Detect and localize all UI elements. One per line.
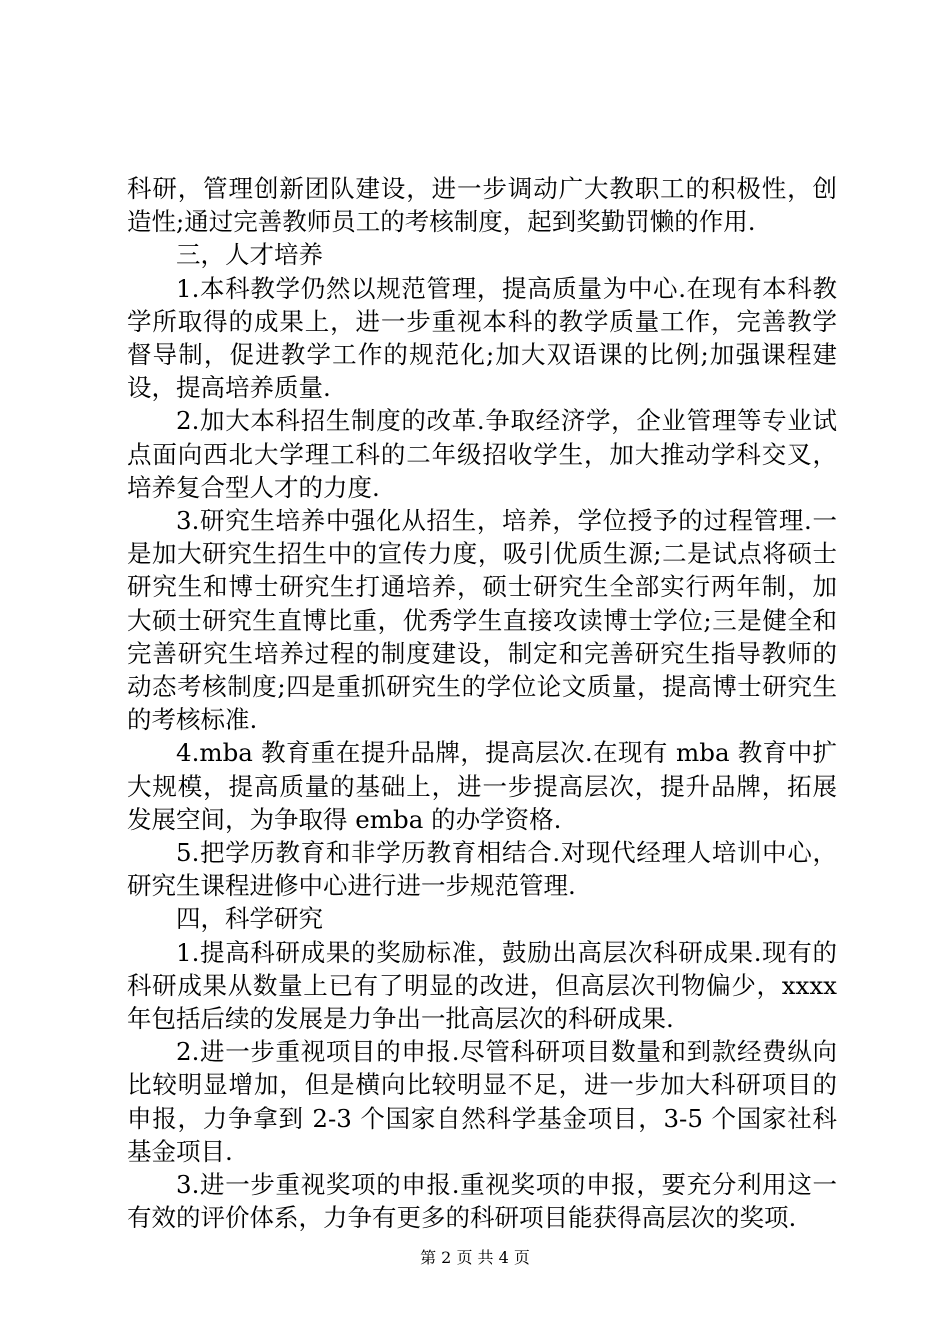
paragraph-item: 3.研究生培养中强化从招生，培养，学位授予的过程管理.一是加大研究生招生中的宣传力度，吸引优质生源;二是试点将硕士研究生和博士研究生打通培养，硕士研究生全部实行两年制，加大硕士研究生直博比重，优秀学生直接攻读博士学位;三是健全和完善研究生培养过程的制度建设，制定和完善研究生指导教师的动态考核制度;四是重抓研究生的学位论文质量，提高博士研究生的考核标准. — [127, 506, 837, 735]
section-heading-scientific-research: 四，科学研究 — [176, 904, 323, 934]
paragraph-item: 5.把学历教育和非学历教育相结合.对现代经理人培训中心，研究生课程进修中心进行进一步规范管理. — [127, 838, 837, 901]
section-heading-talent-training: 三，人才培养 — [176, 240, 323, 270]
paragraph-item: 1.本科教学仍然以规范管理，提高质量为中心.在现有本科教学所取得的成果上，进一步重视本科的教学质量工作，完善教学督导制，促进教学工作的规范化;加大双语课的比例;加强课程建设，提高培养质量. — [127, 273, 837, 403]
paragraph-item: 1.提高科研成果的奖励标准，鼓励出高层次科研成果.现有的科研成果从数量上已有了明显的改进，但高层次刊物偏少，xxxx 年包括后续的发展是力争出一批高层次的科研成果. — [127, 937, 837, 1034]
document-body — [127, 172, 837, 1235]
page-number-footer: 第 2 页 共 4 页 — [420, 1248, 530, 1267]
paragraph-item: 2.加大本科招生制度的改革.争取经济学，企业管理等专业试点面向西北大学理工科的二年级招收学生，加大推动学科交叉，培养复合型人才的力度. — [127, 406, 837, 502]
paragraph-item: 4.mba 教育重在提升品牌，提高层次.在现有 mba 教育中扩大规模，提高质量的基础上，进一步提高层次，提升品牌，拓展发展空间，为争取得 emba 的办学资格. — [127, 738, 837, 834]
paragraph-item: 3.进一步重视奖项的申报.重视奖项的申报，要充分利用这一有效的评价体系，力争有更多的科研项目能获得高层次的奖项. — [127, 1170, 837, 1233]
paragraph-item: 2.进一步重视项目的申报.尽管科研项目数量和到款经费纵向比较明显增加，但是横向比较明显不足，进一步加大科研项目的申报，力争拿到 2-3 个国家自然科学基金项目，3-5 个国家社科基金项目. — [127, 1037, 837, 1166]
paragraph-continuation: 科研，管理创新团队建设，进一步调动广大教职工的积极性，创造性;通过完善教师员工的考核制度，起到奖勤罚懒的作用. — [127, 174, 837, 237]
